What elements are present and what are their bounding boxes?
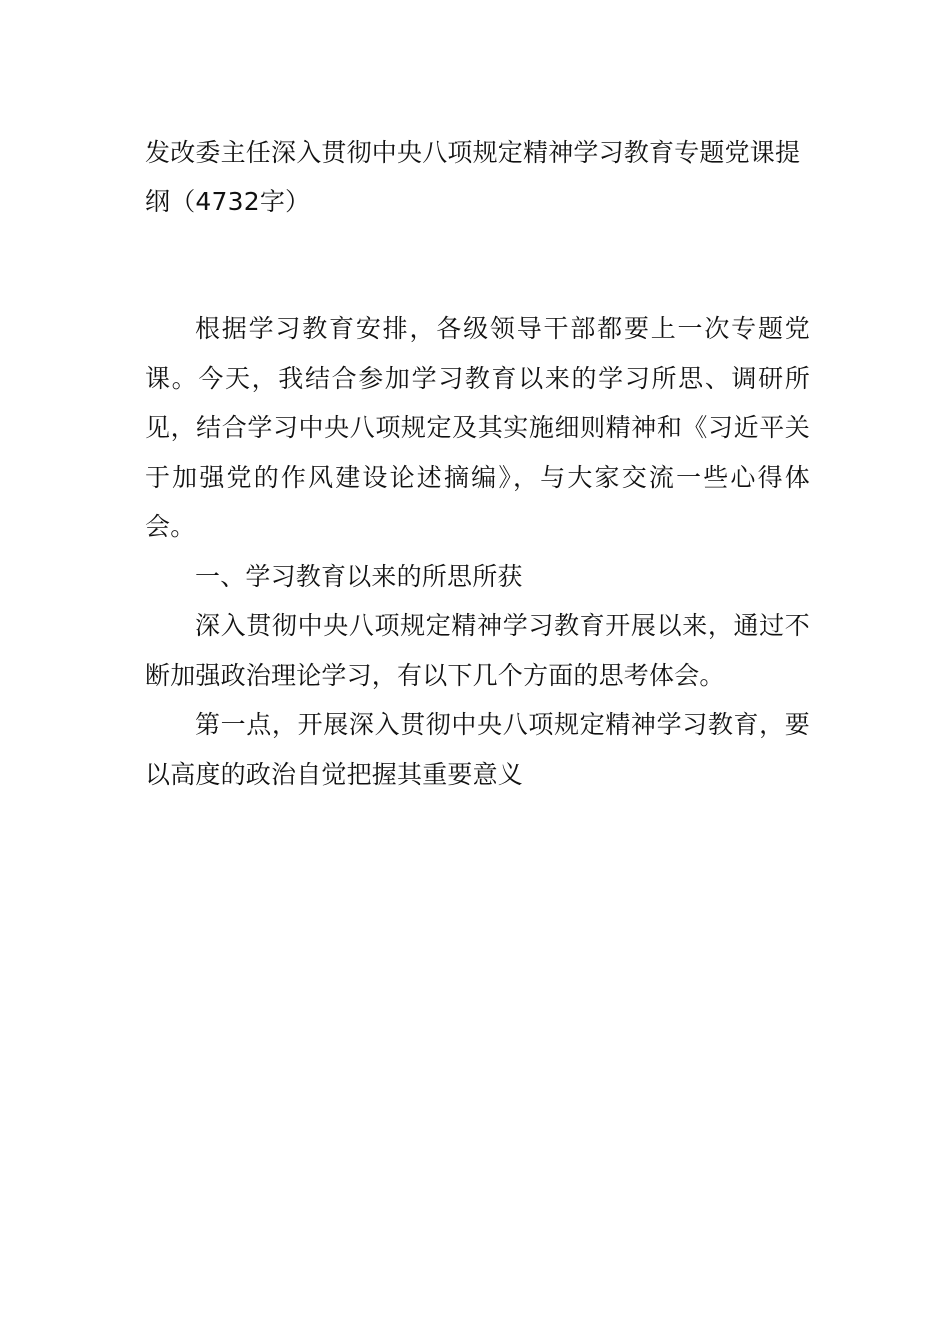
document-body (145, 304, 810, 799)
document-title: 发改委主任深入贯彻中央八项规定精神学习教育专题党课提纲（4732字） (145, 138, 801, 216)
section-paragraph: 深入贯彻中央八项规定精神学习教育开展以来，通过不断加强政治理论学习，有以下几个方面的思考体会。 (145, 611, 810, 690)
intro-paragraph: 根据学习教育安排，各级领导干部都要上一次专题党课。今天，我结合参加学习教育以来的学习所思、调研所见，结合学习中央八项规定及其实施细则精神和《习近平关于加强党的作风建设论述摘编》，与大家交流一些心得体会。 (145, 314, 810, 541)
document-content (145, 128, 810, 799)
section-heading: 一、学习教育以来的所思所获 (195, 561, 523, 591)
point-heading: 第一点，开展深入贯彻中央八项规定精神学习教育，要以高度的政治自觉把握其重要意义 (145, 710, 810, 789)
